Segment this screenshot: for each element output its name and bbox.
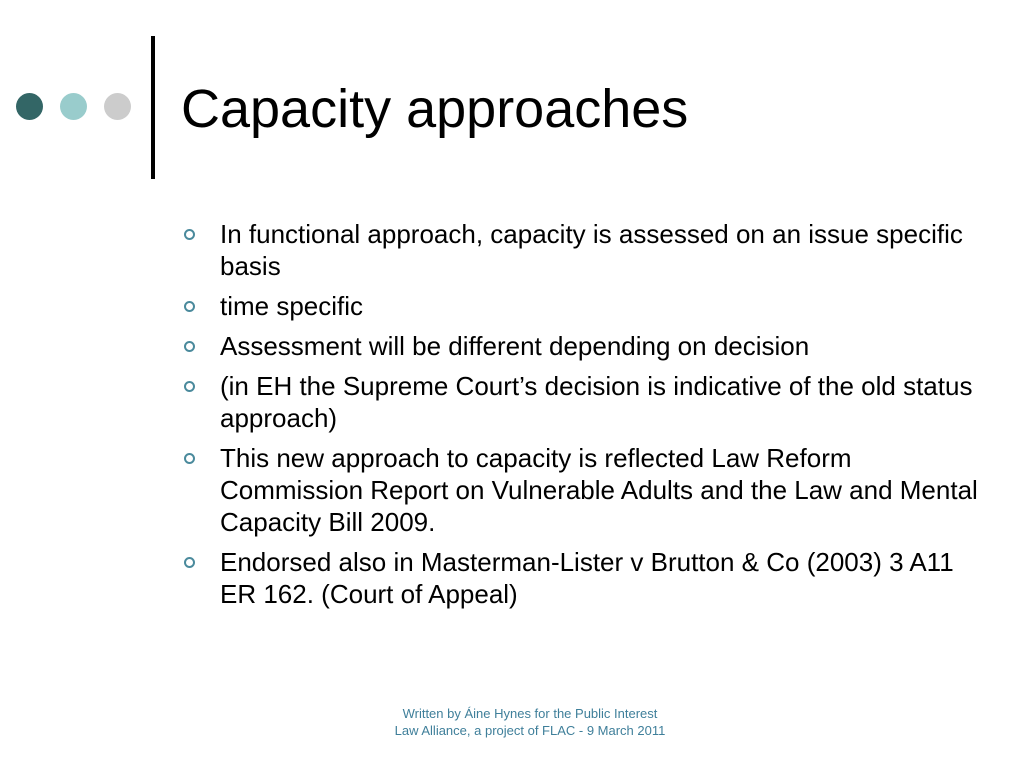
light-teal-dot-icon — [60, 93, 87, 120]
footer-line-1: Written by Áine Hynes for the Public Interest — [402, 706, 658, 721]
bullet-text: This new approach to capacity is reflected Law Reform Commission Report on Vulnerable Adults and the Law and Mental Capacity Bill 2009. — [220, 443, 978, 537]
bullet-item — [220, 370, 980, 434]
bullet-circle-icon — [184, 453, 195, 464]
slide-footer — [320, 705, 740, 739]
gray-dot-icon — [104, 93, 131, 120]
bullet-text: In functional approach, capacity is assessed on an issue specific basis — [220, 219, 963, 281]
bullet-list — [220, 218, 980, 618]
bullet-item — [220, 546, 980, 610]
bullet-circle-icon — [184, 341, 195, 352]
bullet-item — [220, 330, 980, 362]
footer-line-2: Law Alliance, a project of FLAC - 9 March 2011 — [394, 723, 666, 738]
bullet-circle-icon — [184, 301, 195, 312]
bullet-circle-icon — [184, 381, 195, 392]
bullet-text: time specific — [220, 291, 364, 321]
decorative-dots — [16, 93, 136, 121]
bullet-text: Endorsed also in Masterman-Lister v Brutton & Co (2003) 3 A11 ER 162. (Court of Appeal) — [220, 547, 954, 609]
bullet-circle-icon — [184, 557, 195, 568]
dark-teal-dot-icon — [16, 93, 43, 120]
bullet-item — [220, 218, 980, 282]
bullet-item — [220, 442, 980, 538]
bullet-item — [220, 290, 980, 322]
slide-title: Capacity approaches — [181, 79, 689, 139]
title-divider — [151, 36, 155, 179]
bullet-text: (in EH the Supreme Court’s decision is indicative of the old status approach) — [220, 371, 973, 433]
bullet-text: Assessment will be different depending on decision — [220, 331, 810, 361]
bullet-circle-icon — [184, 229, 195, 240]
